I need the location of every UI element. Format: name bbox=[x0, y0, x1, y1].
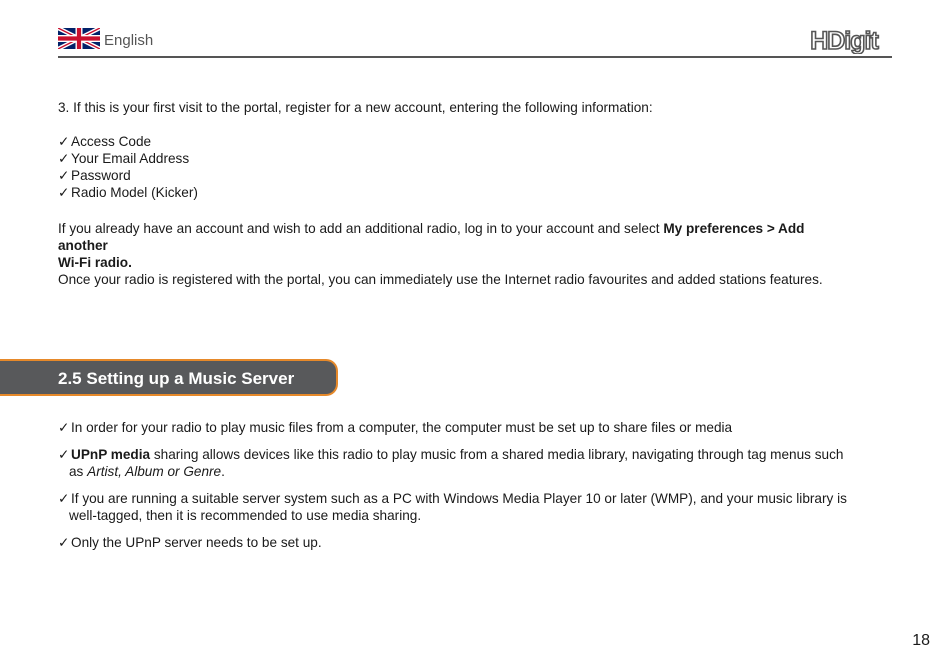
page-number: 18 bbox=[912, 632, 930, 649]
registration-fields-list bbox=[58, 133, 198, 201]
list-item: ✓ UPnP media sharing allows devices like this radio to play music from a shared media library, navigating through tag menus such as Artist, Album or Genre. bbox=[58, 447, 844, 479]
hdigit-logo bbox=[796, 26, 892, 54]
list-item: ✓ Only the UPnP server needs to be set up. bbox=[58, 535, 322, 550]
list-item: ✓ Your Email Address bbox=[58, 151, 190, 166]
list-item: ✓ Radio Model (Kicker) bbox=[58, 185, 198, 200]
registered-paragraph: Once your radio is registered with the portal, you can immediately use the Internet radio favourites and added stations features. bbox=[58, 272, 823, 287]
check-icon: ✓ bbox=[58, 168, 70, 183]
check-icon: ✓ bbox=[58, 151, 70, 166]
list-item: ✓ If you are running a suitable server system such as a PC with Windows Media Player 10 or later (WMP), and your music library is well-tagged, then it is recommended to use media sharing. bbox=[58, 491, 847, 523]
check-icon: ✓ bbox=[58, 420, 70, 435]
header-rule bbox=[58, 56, 892, 58]
section-title: 2.5 Setting up a Music Server bbox=[58, 369, 295, 388]
check-icon: ✓ bbox=[58, 185, 70, 200]
menu-path-bold: My preferences > Add another bbox=[58, 221, 805, 253]
list-item: ✓ In order for your radio to play music files from a computer, the computer must be set up to share files or media bbox=[58, 420, 733, 435]
check-icon: ✓ bbox=[58, 491, 70, 506]
section-banner bbox=[0, 359, 338, 396]
svg-text:HDigit: HDigit bbox=[810, 27, 878, 54]
uk-flag-icon bbox=[58, 28, 100, 49]
additional-radio-paragraph: If you already have an account and wish to add an additional radio, log in to your account and select My preferences > Add another Wi-Fi radio. bbox=[58, 221, 805, 270]
check-icon: ✓ bbox=[58, 535, 70, 550]
list-item: ✓ Access Code bbox=[58, 134, 152, 149]
language-label: English bbox=[104, 32, 154, 49]
check-icon: ✓ bbox=[58, 134, 70, 149]
step3-intro: 3. If this is your first visit to the portal, register for a new account, entering the following information: bbox=[58, 100, 653, 115]
check-icon: ✓ bbox=[58, 447, 70, 462]
list-item: ✓ Password bbox=[58, 168, 131, 183]
page-header bbox=[58, 26, 892, 58]
